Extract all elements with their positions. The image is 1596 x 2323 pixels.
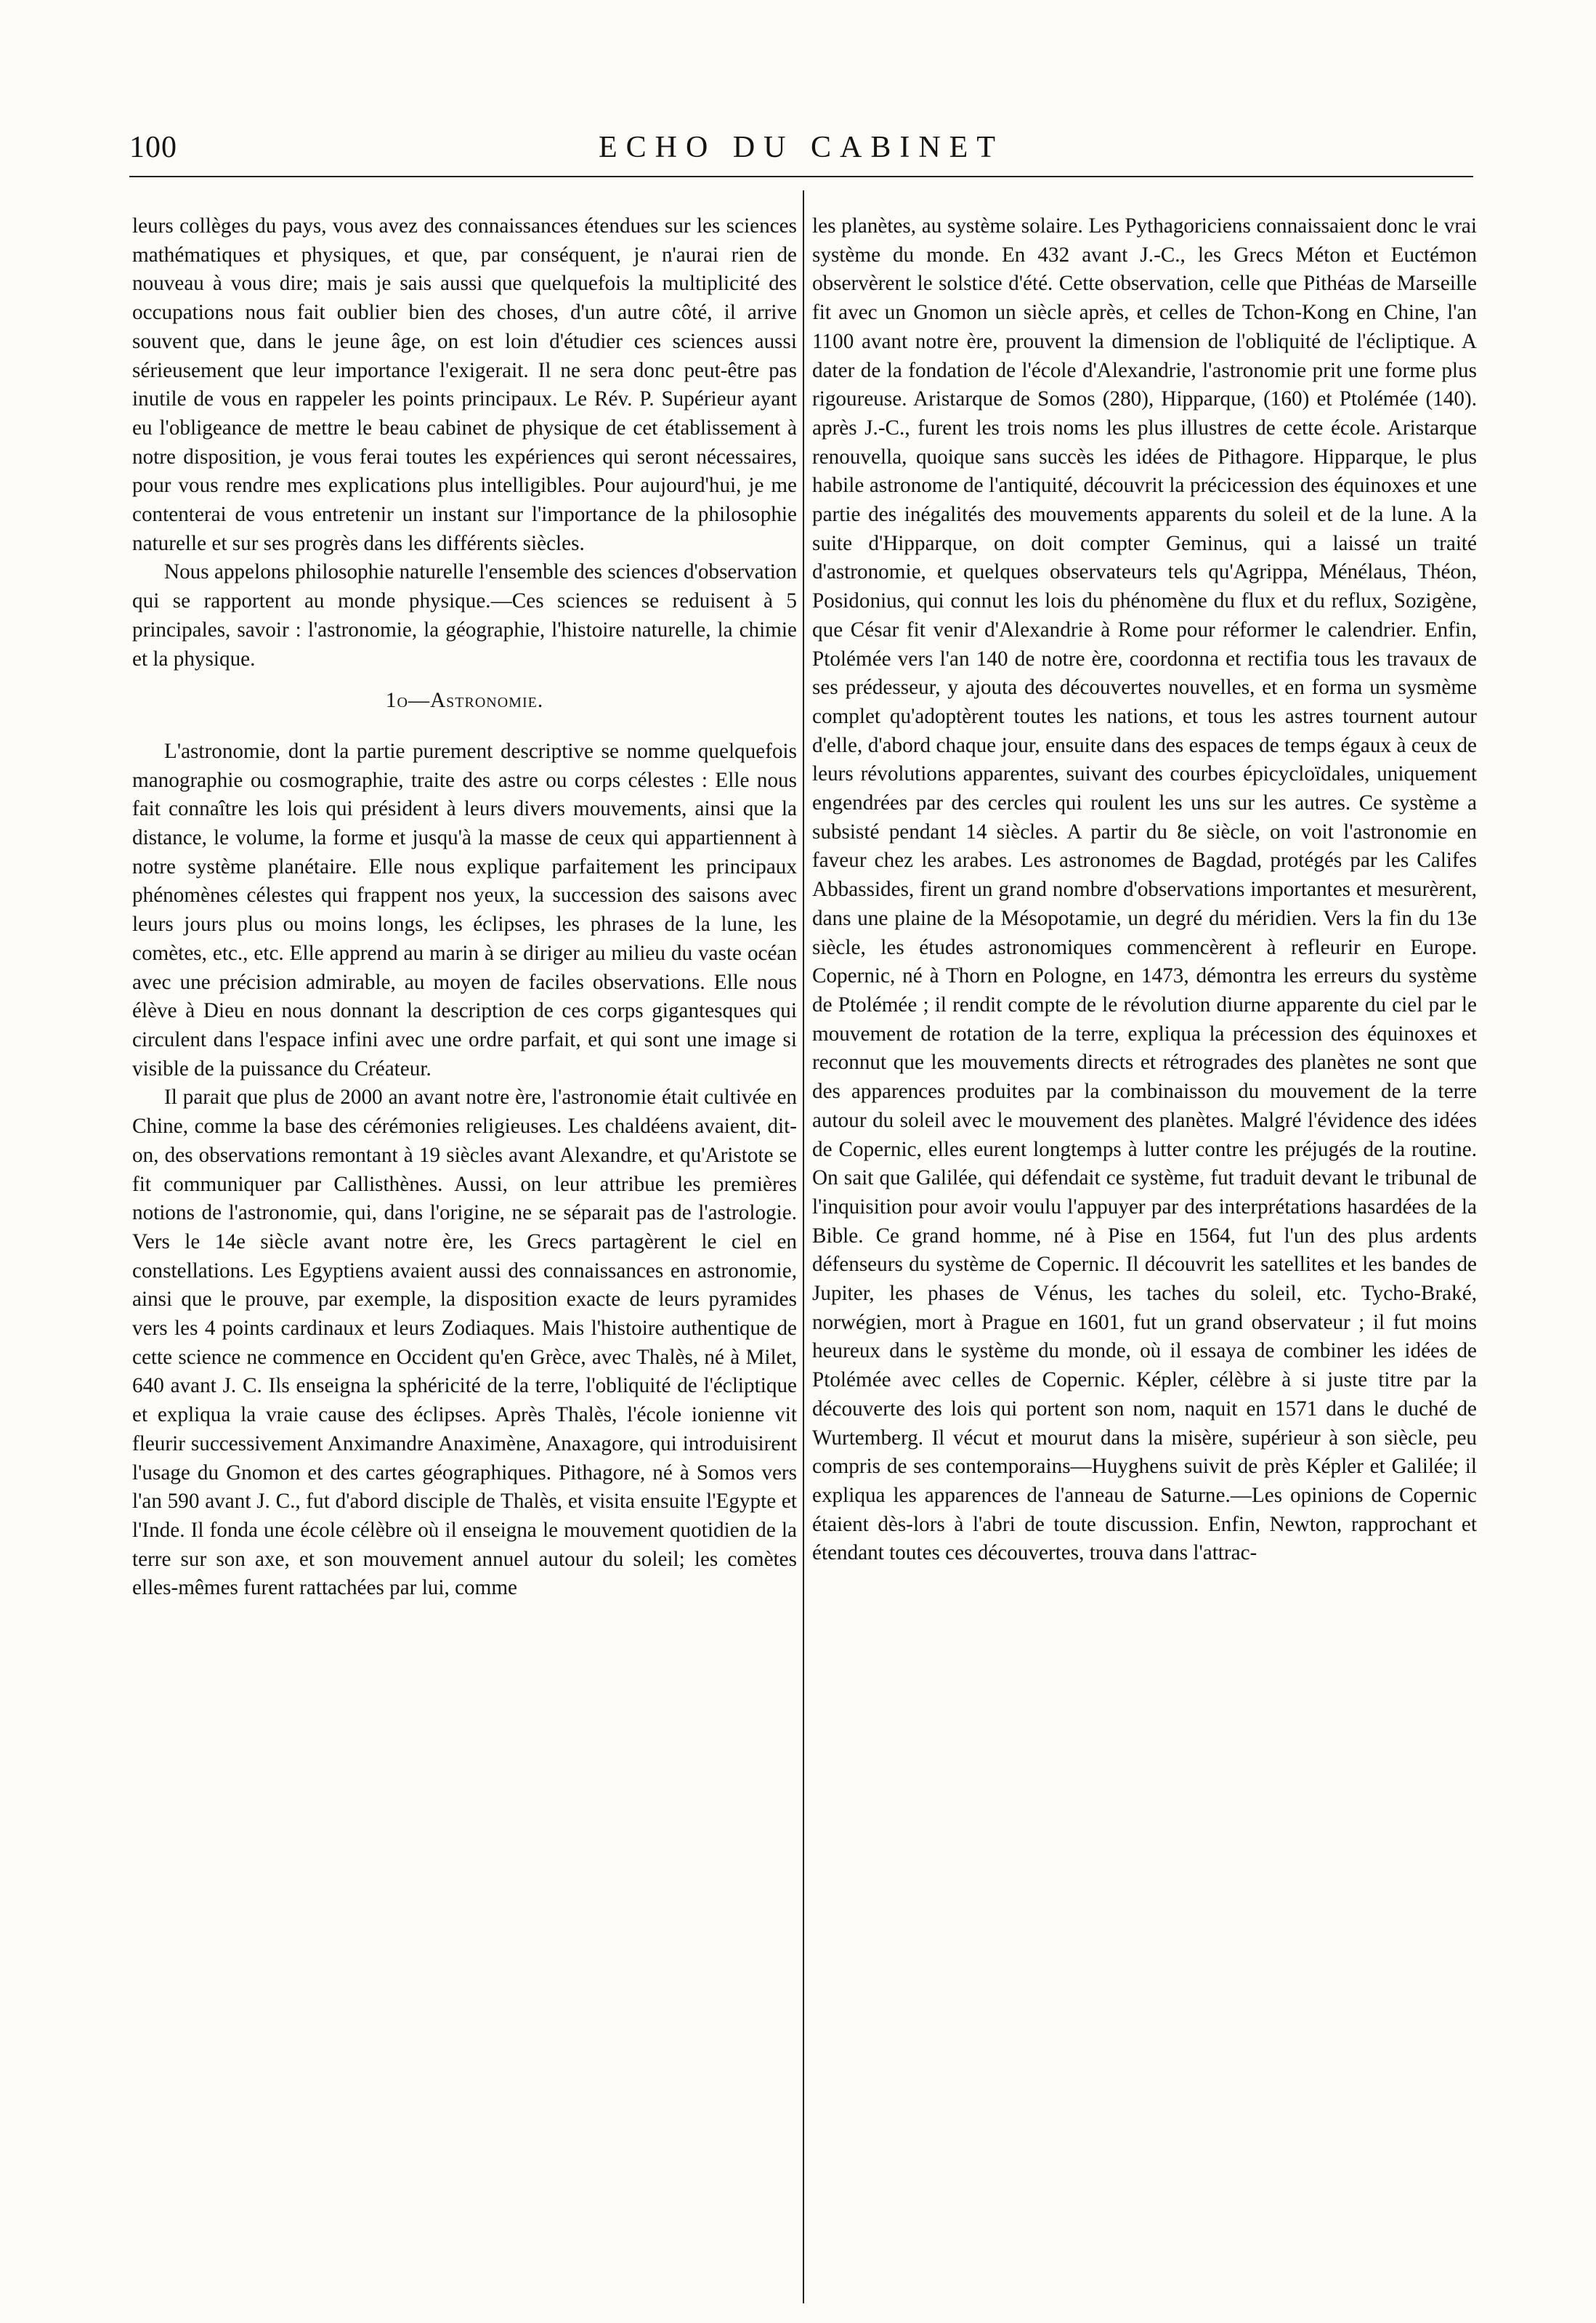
paragraph: L'astronomie, dont la partie purement descriptive se nomme quelquefois manographie ou cosmographie, traite des astre ou corps célestes : Elle nous fait connaître les lois qui président à leurs divers mouvements, ainsi que la distance, le volume, la forme et jusqu'à la masse de ceux qui appartiennent à notre système planétaire. Elle nous explique parfaitement les principaux phénomènes célestes qui frappent nos yeux, la succession des saisons avec leurs jours plus ou moins longs, les éclipses, les phrases de la lune, les comètes, etc., etc. Elle apprend au marin à se diriger au milieu du vaste océan avec une précision admirable, au moyen de faciles observations. Elle nous élève à Dieu en nous donnant la description de ces corps gigantesques qui circulent dans l'espace infini avec une ordre parfait, et qui sont une image si visible de la puissance du Créateur. bbox=[132, 739, 797, 1080]
paragraph: Il parait que plus de 2000 an avant notre ère, l'astronomie était cultivée en Chine, comme la base des cérémonies religieuses. Les chaldéens avaient, dit-on, des observations remontant à 19 siècles avant Alexandre, et qu'Aristote se fit communiquer par Callisthènes. Aussi, on leur attribue les premières notions de l'astronomie, qui, dans l'origine, ne se séparait pas de l'astrologie. Vers le 14e siècle avant notre ère, les Grecs partagèrent le ciel en constellations. Les Egyptiens avaient aussi des connaissances en astronomie, ainsi que le prouve, par exemple, la disposition exacte de leurs pyramides vers les 4 points cardinaux et leurs Zodiaques. Mais l'histoire authentique de cette science ne commence en Occident qu'en Grèce, avec Thalès, né à Milet, 640 avant J. C. Ils enseigna la sphéricité de la terre, l'obliquité de l'écliptique et expliqua la vraie cause des éclipses. Après Thalès, l'école ionienne vit fleurir successivement Anximandre Anaximène, Anaxagore, qui introduisirent l'usage du Gnomon et des cartes géographiques. Pithagore, né à Somos vers l'an 590 avant J. C., fut d'abord disciple de Thalès, et visita ensuite l'Egypte et l'Inde. Il fonda une école célèbre où il enseigna le mouvement quotidien de la terre sur son axe, et son mouvement annuel autour du soleil; les comètes elles-mêmes furent rattachées par lui, comme bbox=[132, 1086, 797, 1600]
paragraph: Nous appelons philosophie naturelle l'ensemble des sciences d'observation qui se rapportent au monde physique.—Ces sciences se reduisent à 5 principales, savoir : l'astronomie, la géographie, l'histoire naturelle, la chimie et la physique. bbox=[132, 560, 797, 671]
running-title: ECHO DU CABINET bbox=[599, 131, 1004, 164]
section-heading: 1o—Astronomie. bbox=[385, 689, 544, 713]
page-header bbox=[129, 122, 1473, 173]
left-column bbox=[132, 212, 797, 2305]
right-column bbox=[812, 212, 1477, 2305]
paragraph: leurs collèges du pays, vous avez des connaissances étendues sur les sciences mathématiques et physiques, et que, par conséquent, je n'aurai rien de nouveau à vous dire; mais je sais aussi que quelquefois la multiplicité des occupations nous fait oublier bien des choses, d'un autre côté, il arrive souvent que, dans le jeune âge, on est loin d'étudier ces sciences aussi sérieusement que leur importance l'exigerait. Il ne sera donc peut-être pas inutile de vous en rappeler les points principaux. Le Rév. P. Supérieur ayant eu l'obligeance de mettre le beau cabinet de physique de cet établissement à notre disposition, je vous ferai toutes les expériences qui seront nécessaires, pour vous rendre mes explications plus intelligibles. Pour aujourd'hui, je me contenterai de vous entretenir un instant sur l'importance de la philosophie naturelle et sur ses progrès dans les différents siècles. bbox=[132, 214, 797, 555]
column-divider bbox=[803, 190, 804, 2303]
page-number: 100 bbox=[129, 131, 177, 164]
paragraph: les planètes, au système solaire. Les Pythagoriciens connaissaient donc le vrai système du monde. En 432 avant J.-C., les Grecs Méton et Euctémon observèrent le solstice d'été. Cette observation, celle que Pithéas de Marseille fit avec un Gnomon un siècle après, et celles de Tchon-Kong en Chine, l'an 1100 avant notre ère, prouvent la dimension de l'obliquité de l'écliptique. A dater de la fondation de l'école d'Alexandrie, l'astronomie prit une forme plus rigoureuse. Aristarque de Somos (280), Hipparque, (160) et Ptolémée (140). après J.-C., furent les trois noms les plus illustres de cette école. Aristarque renouvella, quoique sans succès les idées de Pithagore. Hipparque, le plus habile astronome de l'antiquité, découvrit la précicession des équinoxes et une partie des inégalités des mouvements apparents du soleil et de la lune. A la suite d'Hipparque, on doit compter Geminus, qui a laissé un traité d'astronomie, et quelques observateurs tels qu'Agrippa, Ménélaus, Théon, Posidonius, qui connut les lois du phénomène du flux et du reflux, Sozigène, que César fit venir d'Alexandrie à Rome pour réformer le calendrier. Enfin, Ptolémée vers l'an 140 de notre ère, coordonna et rectifia tous les travaux de ses prédesseur, y ajouta des découvertes nouvelles, et en forma un sysmème complet qu'adoptèrent toutes les nations, et tous les astres tournent autour d'elle, d'abord chaque jour, ensuite dans des espaces de temps égaux à ceux de leurs révolutions apparentes, suivant des courbes épicycloïdales, uniquement engendrées par des cercles qui roulent les uns sur les autres. Ce système a subsisté pendant 14 siècles. A partir du 8e siècle, on voit l'astronomie en faveur chez les arabes. Les astronomes de Bagdad, protégés par les Califes Abbassides, firent un grand nombre d'observations importantes et mesurèrent, dans une plaine de la Mésopotamie, un degré du méridien. Vers la fin du 13e siècle, les études astronomiques commencèrent à refleurir en Europe. Copernic, né à Thorn en Pologne, en 1473, démontra les erreurs du système de Ptolémée ; il rendit compte de le révolution diurne apparente du ciel par le mouvement de rotation de la terre, expliqua la précession des équinoxes et reconnut que les mouvements directs et rétrogrades des planètes ne sont que des apparences produites par la combinaisson du mouvement de la terre autour du soleil avec le mouvement des planètes. Malgré l'évidence des idées de Copernic, elles eurent longtemps à lutter contre les préjugés de la routine. On sait que Galilée, qui défendait ce système, fut traduit devant le tribunal de l'inquisition pour avoir voulu l'appuyer par des interprétations hasardées de la Bible. Ce grand homme, né à Pise en 1564, fut l'un des plus ardents défenseurs du système de Copernic. Il découvrit les satellites et les bandes de Jupiter, les phases de Vénus, les taches du soleil, etc. Tycho-Braké, norwégien, mort à Prague en 1601, fut un grand observateur ; il fut moins heureux dans le système du monde, où il essaya de combiner les idées de Ptolémée avec celles de Copernic. Képler, célèbre à si juste titre par la découverte des lois qui portent son nom, naquit en 1571 dans le duché de Wurtemberg. Il vécut et mourut dans la misère, supérieur à son siècle, peu compris de ses contemporains—Huyghens suivit de près Képler et Galilée; il expliqua les apparences de l'anneau de Saturne.—Les opinions de Copernic étaient dès-lors à l'abri de toute discussion. Enfin, Newton, rapprochant et étendant toutes ces découvertes, trouva dans l'attrac- bbox=[812, 214, 1477, 1565]
header-rule bbox=[129, 176, 1473, 177]
